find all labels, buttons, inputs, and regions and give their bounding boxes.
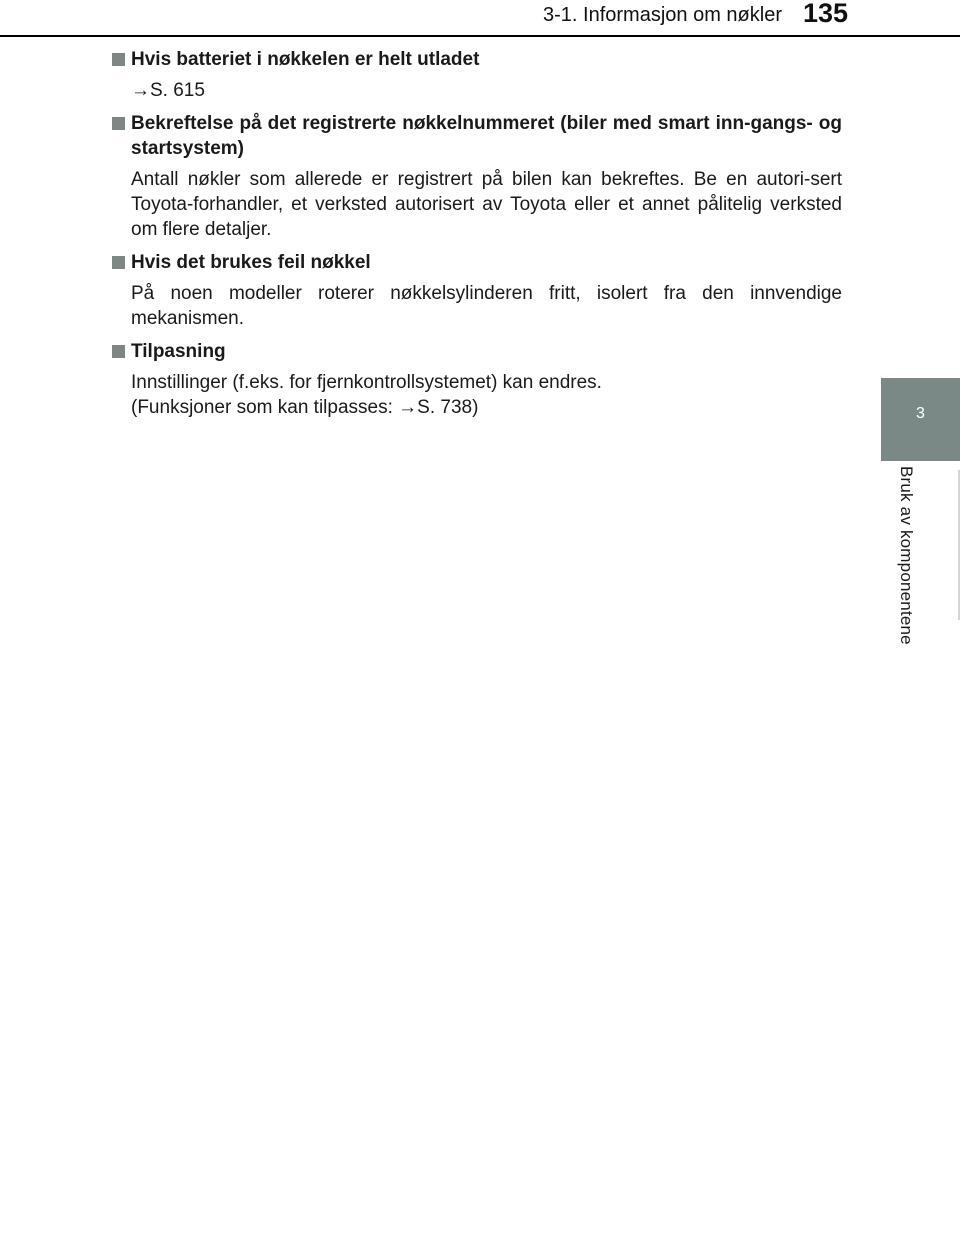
- body-line: Innstillinger (f.eks. for fjernkontrollsystemet) kan endres.: [131, 372, 602, 393]
- chapter-title-strip: [881, 461, 960, 698]
- page-reference-link[interactable]: →S. 615: [131, 80, 205, 101]
- body-paragraph: På noen modeller roterer nøkkelsylinderen fritt, isolert fra den innvendige mekanismen.: [131, 283, 842, 329]
- header-rule: [0, 35, 960, 37]
- heading-text: Hvis batteriet i nøkkelen er helt utladet: [131, 49, 480, 70]
- square-bullet-icon: [112, 256, 125, 269]
- section-customization: [112, 339, 842, 420]
- page-content: [112, 47, 842, 420]
- section-body: [112, 281, 842, 331]
- chapter-tab: [881, 378, 960, 461]
- section-title: 3-1. Informasjon om nøkler: [543, 4, 782, 26]
- square-bullet-icon: [112, 53, 125, 66]
- page-number: 135: [803, 0, 849, 28]
- chapter-title: Bruk av komponentene: [897, 466, 916, 645]
- page-header: [0, 0, 960, 40]
- page-reference-link[interactable]: (Funksjoner som kan tilpasses: →S. 738): [131, 397, 479, 418]
- section-heading: [112, 339, 842, 364]
- heading-text: Tilpasning: [131, 341, 226, 362]
- body-paragraph: Antall nøkler som allerede er registrert på bilen kan bekreftes. Be en autori-sert Toyota-forhandler, et verksted autorisert av Toyota eller et annet pålitelig verksted om flere detaljer.: [131, 169, 842, 240]
- square-bullet-icon: [112, 117, 125, 130]
- section-battery: [112, 47, 842, 103]
- chapter-number: 3: [916, 405, 925, 422]
- heading-text: Hvis det brukes feil nøkkel: [131, 252, 371, 273]
- section-body: [112, 167, 842, 242]
- section-wrong-key: [112, 250, 842, 331]
- heading-text: Bekreftelse på det registrerte nøkkelnummeret (biler med smart inn-gangs- og startsystem): [131, 113, 842, 159]
- section-key-number: [112, 111, 842, 242]
- section-body: [112, 370, 842, 420]
- section-body: [112, 78, 842, 103]
- section-heading: [112, 250, 842, 275]
- square-bullet-icon: [112, 345, 125, 358]
- section-heading: [112, 111, 842, 161]
- section-heading: [112, 47, 842, 72]
